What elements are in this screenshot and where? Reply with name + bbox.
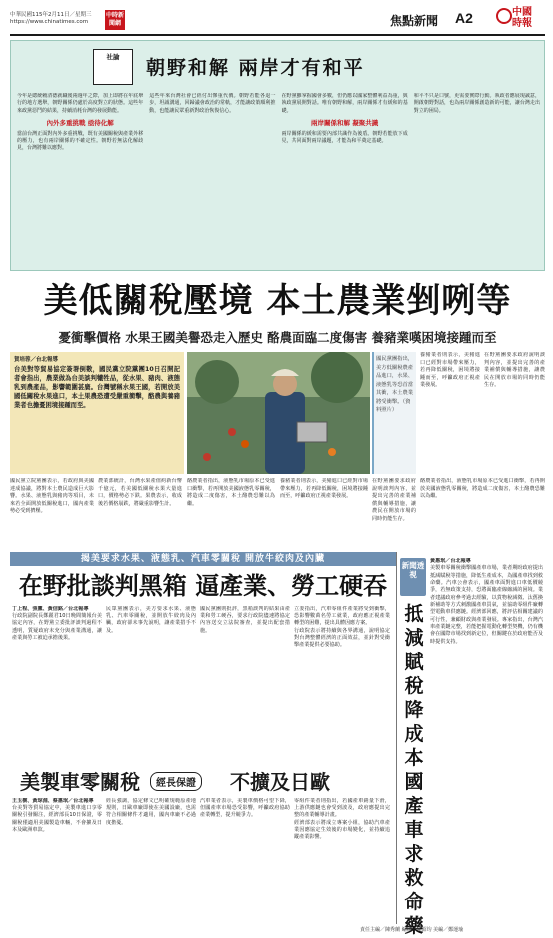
masthead — [10, 8, 545, 36]
story3-headline-part2: 不擴及日歐 — [230, 770, 330, 794]
editorial-subhead: 兩岸關係和解 凝聚共識 — [310, 118, 379, 127]
story-column: 養豬業者則表示，美豬進口已經對市場帶來壓力，若再降低關稅，困境將接踵而至，呼籲政府正視產業發展。 — [420, 352, 480, 388]
editorial-title: 朝野和解 兩岸才有和平 — [146, 57, 365, 79]
column-divider — [396, 552, 397, 924]
main-headline: 美低關稅壓境 本土農業剉咧等 — [43, 281, 512, 321]
story3-tag: 經長保證 — [150, 772, 202, 791]
story3-column: 王玉樹、黃琮淵、蔡惠珉／台北報導 台美對等貿易協定中，美製車進口享零關稅引發關注，經濟部長10日保證，零關稅僅適用美國製造車輛，不會擴及日本及歐洲車款。 — [12, 798, 102, 833]
story2-column: 國民黨團則批評，黑箱談判的結果由產業和勞工硬吞，要求行政院儘速將協定內容送交立法院審查，並提出配套措施。 — [200, 606, 290, 634]
story3-headline-part1: 美製車零關稅 — [20, 770, 140, 794]
story2-column: 立委指出，汽車零組件產業將受到衝擊，恐影響數萬名勞工就業，政府應正視產業轉型的困難，提出具體因應方案。 行政院表示將持續與各界溝通，說明協定對台灣整體經濟的正面效益，並針對受衝擊產業提供必要協助。 — [294, 606, 390, 649]
photo-caption: 國民黨團指出，美方低關稅農產品進口，水果、液態乳等恐首當其衝，本土農業將受衝擊。（資料照片） — [372, 352, 416, 474]
byline: 丁上程、張薰、黃信銘／台北報導 — [12, 606, 89, 612]
section-banner: 揭美要求水果、液態乳、汽車零關稅 開放牛絞肉及內臟 — [10, 552, 396, 566]
story-column: 農業部統計，台灣水果產值約新台幣千億元，若美國低關稅水果大量進口，價格勢必下跌。果農表示，收成後若價格崩跌，將嚴重影響生計。 — [98, 478, 182, 507]
section-title: 焦點新聞 — [390, 14, 439, 28]
page-credits: 責任主編／陳秀蘭 編輯／陳昭均 美編／鄭運瑜 — [360, 927, 464, 933]
story-column: 養豬業者則表示，美豬進口已經對市場帶來壓力，若再降低關稅，困境將接踵而至，呼籲政府正視產業發展。 — [280, 478, 368, 499]
analysis-body: 黃惠珉／台北報導 美製車零關稅衝擊國產車市場，業者期盼政府提出抵減賦稅等措施，降低生產成本，為國產車找到救命藥。汽車公會表示，國產車面對進口車低價競爭，若無政策支持，恐將面臨產線縮減的困境。業者建議政府參考過去經驗，以貨物稅減徵、汰舊換新補助等方式刺激國產車買氣，並協助零組件廠轉型電動車供應鏈。經濟部回應，將評估相關建議的可行性，兼顧財政與產業發展。專家指出，台灣汽車產業鏈完整，若能把握電動化轉型契機，仍有機會在國際市場找到新定位，但關鍵在於政府能否及時提供支持。 — [430, 558, 543, 645]
story2-column: 民眾黨團表示，美方要求水果、液態乳、汽車零關稅，並開放牛絞肉及內臟，政府卻未事先說明，讓產業措手不及。 — [106, 606, 196, 634]
orchard-image — [187, 352, 370, 474]
brand-name: 中國時報 — [512, 7, 532, 29]
analysis-badge: 新聞透視 — [400, 558, 426, 596]
story3-column: 汽車業者表示，美製車價格可望下降，但國產車市場恐受影響，呼籲政府協助產業轉型，提升競爭力。 — [200, 798, 290, 819]
lead-text: 台美對等貿易協定簽署倒數，國民黨立院黨團10日召開記者會指出，農業做為台美談判犧牲品，從水果、豬肉、液態乳到農產品，影響範圍甚廣。台灣號稱水果王國，若開放美國低關稅水果進口，本土果農恐遭受嚴重衝擊，酪農與養豬業者也擔憂困境接踵而至。 — [14, 366, 180, 409]
story2-column: 丁上程、張薰、黃信銘／台北報導 行政院副院長鄭麗君10日晚間簡報台美協定內容，在野黨立委批評談判過程不透明，質疑政府未充分與產業溝通，讓產業與勞工被迫承擔後果。 — [12, 606, 102, 641]
editorial-column: 這些年來台灣社會已經付出慘重代價。朝野若能各退一步，坦誠溝通，回歸議會政治的常軌，才能讓政策順利推動，也能讓民眾重新對政治恢復信心。 — [149, 93, 276, 114]
editorial-section — [10, 40, 545, 271]
byline: 賀培蓉／台北報導 — [14, 357, 59, 363]
editorial-seal: 社論 — [93, 49, 133, 85]
story-column: 在野黨團要求政府說明談判內容，並提出完善的產業補償與輔導措施，讓農民在開放市場的同時仍能生存。 — [484, 352, 545, 388]
byline: 黃惠珉／台北報導 — [430, 558, 471, 564]
story3-headline — [20, 764, 380, 794]
main-story — [10, 352, 545, 549]
main-subheadline: 憂衝擊價格 水果王國美譽恐走入歷史 酪農面臨二度傷害 養豬業嘆困境接踵而至 — [58, 330, 497, 345]
issue-date: 中華民國115年2月11日／星期三 https://www.chinatimes.com — [10, 12, 92, 25]
editorial-column: 在野黨雖掌握國會多數，但仍應以國家整體利益為重，與執政黨展開對話。唯有朝野和解，兩岸關係才有緩和的基礎。 兩岸關係和解 凝聚共識 兩岸關係的緩和需要內部共識作為後盾。朝野若能放下成見，共同面對兩岸議題，才能為和平奠定基礎。 — [281, 93, 408, 145]
story-column: 在野黨團要求政府說明談判內容，並提出完善的產業補償與輔導措施，讓農民在開放市場的同時仍能生存。 — [372, 478, 416, 522]
story-column: 國民黨立院黨團表示，若政府與美國達成協議，將對本土農民造成巨大影響。水果、液態乳與豬肉等項目，未來若全面開放低關稅進口，國內產業勢必受到擠壓。 — [10, 478, 94, 514]
farmer-photo — [187, 352, 370, 474]
brand-globe-icon — [496, 8, 512, 24]
lead-paragraph — [10, 352, 184, 474]
story3-column: 經長強調，協定條文已明確規範原產地規則，日歐車廠即使在美國設廠，也需符合相關條件才適用，國內車廠不必過度擔憂。 — [106, 798, 196, 826]
byline: 王玉樹、黃琮淵、蔡惠珉／台北報導 — [12, 798, 94, 804]
editorial-subhead: 內外多重挑戰 亟待化解 — [46, 118, 114, 127]
analysis-title: 抵減賦稅降成本 國產車求救命藥 — [404, 603, 424, 937]
page-number: A2 — [455, 10, 473, 26]
story-column: 酪農業者指出，液態乳市場原本已受進口衝擊，若再開放美國液態乳零關稅，將造成二度傷害，本土酪農恐難以為繼。 — [187, 478, 275, 507]
editorial-column: 和平不只是口號，更需要實際行動。執政者應展現誠意，開啟朝野對話，也為兩岸關係創造新的可能，讓台灣走出對立的困局。 — [413, 93, 540, 114]
story2-headline: 在野批談判黑箱 逼產業、勞工硬吞 — [18, 571, 388, 600]
brand-logo — [488, 6, 548, 36]
chinatimes-news-logo: 中時新聞網 — [105, 10, 125, 30]
story-column: 酪農業者指出，液態乳市場原本已受進口衝擊，若再開放美國液態乳零關稅，將造成二度傷害，本土酪農恐難以為繼。 — [420, 478, 545, 499]
story3-column: 零組件業者則指出，若國產車銷量下滑，上游供應鏈也會受到波及，政府應提出完整的產業輔導計畫。 經濟部表示將成立專案小組，協助汽車產業因應協定生效後的市場變化，並持續追蹤產業影響。 — [294, 798, 390, 841]
editorial-column: 今年是總統賴清德就職後兩週年之際，加上即將在年底舉行的地方選舉，朝野關係仍處於高度對立的狀態。這些年來政黨惡鬥的結果，持續消耗台灣的發展動能。 內外多重挑戰 亟待化解 當前台灣正面對內外多重挑戰，既有美國關稅與產業外移的壓力，也有兩岸關係的不確定性。朝野若無法化解歧見，台灣將難以應對。 — [17, 93, 144, 152]
